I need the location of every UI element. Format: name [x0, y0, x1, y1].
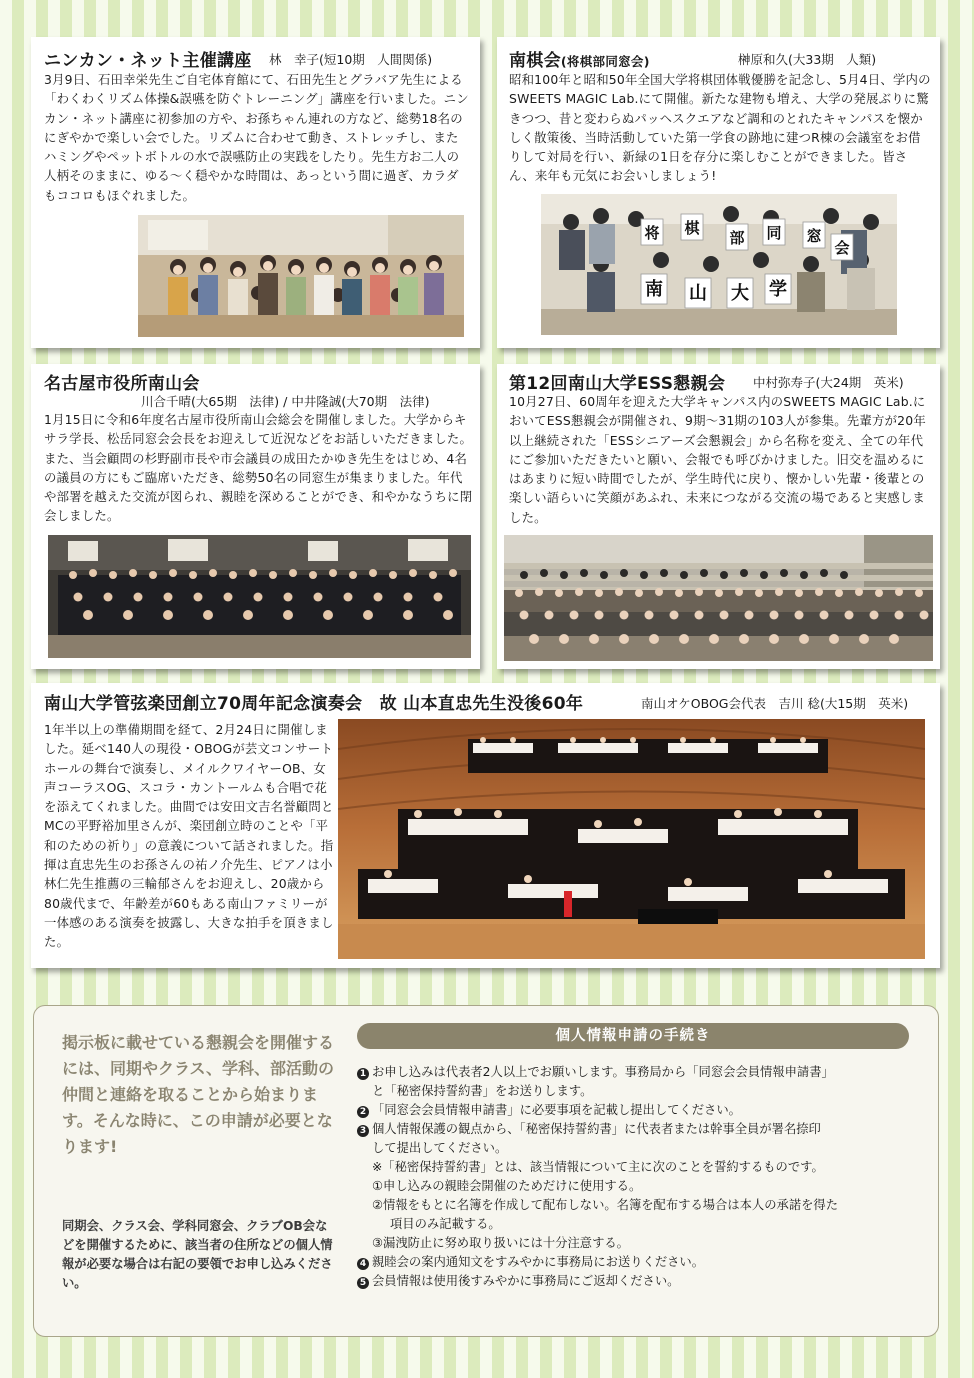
personal-info-request-box	[33, 1005, 939, 1337]
step-text: ②情報をもとに名簿を作成して配布しない。名簿を配布する場合は本人の承諾を得た	[372, 1198, 839, 1212]
procedure-step	[357, 1139, 927, 1158]
step-text: ③漏洩防止に努め取り扱いには十分注意する。	[372, 1236, 629, 1250]
step-text: お申し込みは代表者2人以上でお願いします。事務局から「同窓会会員情報申請書」	[372, 1065, 834, 1079]
article-card-nagoya-city	[31, 364, 480, 669]
sign-text: 棋	[684, 219, 700, 237]
article-card-ninkan	[31, 37, 480, 348]
sign-text: 窓	[806, 227, 822, 245]
info-lead-text: 掲示板に載せている懇親会を開催するには、同期やクラス、学科、部活動の仲間と連絡を取ることから始まります。そんな時に、この申請が必要となります!	[62, 1033, 335, 1156]
procedure-step	[357, 1101, 927, 1120]
sign-text: 部	[729, 229, 745, 247]
sign-text: 同	[766, 224, 782, 242]
article-body: 昭和100年と昭和50年全国大学将棋団体戦優勝を記念し、5月4日、学内のSWEETS MAGIC Lab.にて開催。新たな建物も増え、大学の発展ぶりに驚きつつ、昔と変わらぬパッヘスクエアなど調和のとれたキャンパスを懐かしく散策後、当時活動していた第一学食の跡地に建つR棟の会議室をお借りして対局を行い、新緑の1日を存分に楽しむことができました。皆さん、来年も元気にお会いしましょう!	[509, 72, 931, 184]
procedure-step	[357, 1234, 927, 1253]
article-body: 10月27日、60周年を迎えた大学キャンパス内のSWEETS MAGIC Lab.においてESS懇親会が開催され、9期～31期の103人が参集。先輩方が20年以上継続された「ESSシニアーズ会懇親会」から名称を変え、全ての年代にご参加いただきたいと願い、会報でも呼びかけました。旧交を温めるにはあまりに短い時間でしたが、学生時代に戻り、懐かしい先輩・後輩との楽しい語らいに笑顔があふれ、未来につながる交流の場であると実感しました。	[509, 394, 926, 525]
step-text: 「同窓会会員情報申請書」に必要事項を記載し提出してください。	[372, 1103, 741, 1117]
article-title-main: 南棋会	[509, 51, 561, 71]
step-text: ①申し込みの親睦会開催のためだけに使用する。	[372, 1179, 642, 1193]
article-title: 第12回南山大学ESS懇親会	[509, 374, 726, 394]
step-number-icon: 4	[357, 1258, 369, 1270]
article-author: 南山オケOBOG会代表 吉川 稔(大15期 英米)	[641, 696, 909, 711]
procedure-step	[357, 1177, 927, 1196]
step-text: して提出してください。	[372, 1141, 508, 1155]
article-title: 南山大学管弦楽団創立70周年記念演奏会 故 山本直忠先生没後60年	[44, 694, 584, 714]
step-number-icon: 2	[357, 1106, 369, 1118]
step-text: 親睦会の案内通知文をすみやかに事務局にお送りください。	[372, 1255, 705, 1269]
article-author: 榊原和久(大33期 人類)	[738, 52, 877, 67]
procedure-step	[357, 1120, 927, 1139]
article-card-nankikai	[497, 37, 940, 348]
article-author: 中村弥寿子(大24期 英米)	[753, 375, 904, 390]
group-photo-shogi	[541, 194, 897, 335]
sign-text: 将	[644, 224, 660, 242]
article-author: 林 幸子(短10期 人間関係)	[269, 52, 433, 67]
article-author: 川合千晴(大65期 法律) / 中井隆誠(大70期 法律)	[141, 394, 430, 409]
article-body: 1年半以上の準備期間を経て、2月24日に開催しました。延べ140人の現役・OBOGが芸文コンサートホールの舞台で演奏し、メイルクワイヤーOB、女声コーラスOG、スコラ・カントールムも合唱で花を添えてくれました。曲間では安田文吉名誉顧問とMCの平野裕加里さんが、楽団創立時のことや「平和のための祈り」の意義について話されました。指揮は直忠先生のお孫さんの祐ノ介先生、ピアノは小林仁先生推薦の三輪郁さんをお迎えし、20歳から80歳代まで、年齢差が60もある南山ファミリーが一体感のある演奏を披露し、大きな拍手を頂きました。	[44, 722, 334, 950]
procedure-step	[357, 1196, 927, 1215]
procedure-step	[357, 1253, 927, 1272]
group-photo-cityhall	[48, 535, 471, 658]
procedure-title: 個人情報申請の手続き	[357, 1023, 909, 1049]
procedure-step	[357, 1082, 927, 1101]
step-number-icon: 1	[357, 1068, 369, 1080]
article-body: 3月9日、石田幸栄先生ご自宅体育館にて、石田先生とグラバア先生による「わくわくリズム体操&誤嚥を防ぐトレーニング」講座を行いました。ニンカン・ネット講座に初参加の方や、お孫ちゃん連れの方など、総勢18名のにぎやかで楽しい会でした。リズムに合わせて動き、ストレッチし、またハミングやペットボトルの水で誤嚥防止の実践をしたり。先生方お二人の人柄そのままに、ゆる～く穏やかな時間は、あっという間に過ぎ、カラダもココロもほぐれました。	[44, 72, 469, 203]
article-title: 名古屋市役所南山会	[44, 374, 200, 394]
procedure-step	[357, 1158, 927, 1177]
step-number-icon: 3	[357, 1125, 369, 1137]
article-body: 1月15日に令和6年度名古屋市役所南山会総会を開催しました。大学からキサラ学長、松岳同窓会会長をお迎えして近況などをお話しいただきました。また、当会顧問の杉野副市長や市会議員の成田たかゆき先生をはじめ、4名の議員の方にもご臨席いただき、総勢50名の同窓生が集まりました。年代や部署を越えた交流が図られ、親睦を深めることができ、和やかなうちに閉会しました。	[44, 412, 473, 524]
article-card-orchestra	[31, 683, 940, 968]
procedure-step	[357, 1215, 927, 1234]
step-text: 会員情報は使用後すみやかに事務局にご返却ください。	[372, 1274, 680, 1288]
procedure-list	[357, 1063, 927, 1291]
procedure-step	[357, 1272, 927, 1291]
sign-text: 南	[645, 279, 663, 300]
step-text: と「秘密保持誓約書」をお送りします。	[372, 1084, 593, 1098]
info-note-text: 同期会、クラス会、学科同窓会、クラブOB会などを開催するために、該当者の住所などの個人情報が必要な場合は右記の要領でお申し込みください。	[62, 1219, 333, 1290]
concert-photo	[338, 719, 925, 959]
sign-text: 会	[834, 239, 850, 257]
article-title: ニンカン・ネット主催講座	[44, 51, 252, 71]
sign-text: 大	[731, 283, 749, 304]
article-title	[509, 46, 650, 71]
group-photo-gym	[138, 215, 464, 337]
step-number-icon: 5	[357, 1277, 369, 1289]
step-text: 項目のみ記載する。	[390, 1217, 501, 1231]
step-text: ※「秘密保持誓約書」とは、該当情報について主に次のことを誓約するものです。	[372, 1160, 824, 1174]
sign-text: 山	[689, 283, 707, 304]
sign-text: 学	[769, 279, 787, 300]
group-photo-ess	[504, 535, 933, 661]
article-title-sub: (将棋部同窓会)	[560, 54, 650, 69]
step-text: 個人情報保護の観点から、「秘密保持誓約書」に代表者または幹事全員が署名捺印	[372, 1122, 821, 1136]
procedure-step	[357, 1063, 927, 1082]
article-card-ess	[497, 364, 940, 669]
